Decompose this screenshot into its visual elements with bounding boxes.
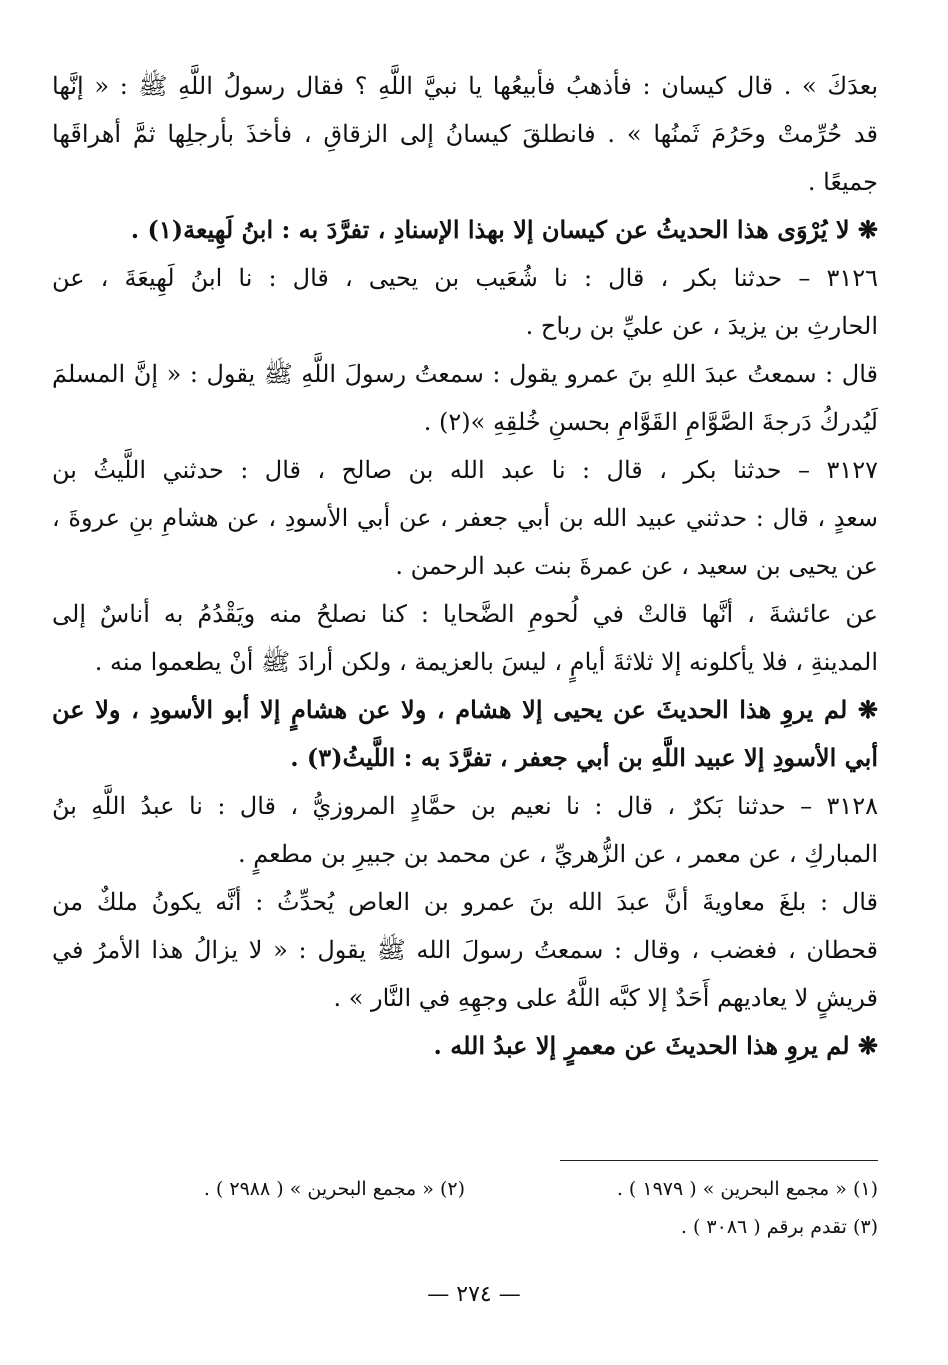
text-line: قد حُرِّمتْ وحَرُمَ ثَمنُها » . فانطلقَ كيسانُ إلى الزقاقِ ، فأخذَ بأرجلِها ثمَّ أهراقَها [52,120,878,148]
footnotes [52,1170,878,1246]
footnote-row [52,1170,878,1208]
footnote-row [52,1208,878,1246]
hadith-3127-line: ٣١٢٧ – حدثنا بكر ، قال : نا عبد الله بن صالح ، قال : حدثني اللَّيثُ بن [52,456,878,484]
text-line: عن عائشةَ ، أنَّها قالتْ في لُحومِ الضَّحايا : كنا نصلحُ منه ويَقْدُمُ به أناسٌ إلى [52,600,878,628]
page-number: — ٢٧٤ — [427,1282,521,1307]
main-text [52,62,878,1070]
commentary-line: ❋ لم يروِ هذا الحديثَ عن معمرٍ إلا عبدُ الله . [433,1031,878,1060]
text-line: قال : سمعتُ عبدَ اللهِ بنَ عمرو يقول : سمعتُ رسولَ اللَّهِ ﷺ يقول : « إنَّ المسلمَ [52,360,878,388]
footnote-divider [560,1160,878,1161]
footnote-1: (١) « مجمع البحرين » ( ١٩٧٩ ) . [616,1178,878,1200]
commentary-line: ❋ لم يروِ هذا الحديثَ عن يحيى إلا هشام ، ولا عن هشامٍ إلا أبو الأسودِ ، ولا عن [52,695,878,724]
text-line: جميعًا . [807,168,878,196]
footnote-2: (٢) « مجمع البحرين » ( ٢٩٨٨ ) . [203,1178,465,1200]
text-line: الحارثِ بن يزيدَ ، عن عليِّ بن رباح . [525,312,878,340]
text-line: لَيُدركُ دَرجةَ الصَّوَّامِ القَوَّامِ بحسنِ خُلقِهِ »(٢) . [423,408,878,436]
text-line: قال : بلغَ معاويةَ أنَّ عبدَ الله بنَ عمرو بن العاص يُحدِّثُ : أنَّه يكونُ ملكٌ من [52,888,878,916]
text-line: عن يحيى بن سعيد ، عن عمرةَ بنت عبد الرحمن . [395,552,878,580]
commentary-line: ❋ لا يُرْوَى هذا الحديثُ عن كيسان إلا بهذا الإسنادِ ، تفرَّدَ به : ابنُ لَهِيعة(١) . [130,215,878,244]
text-line: قحطان ، فغضب ، وقال : سمعتُ رسولَ الله ﷺ يقول : « لا يزالُ هذا الأمرُ في [52,936,878,964]
text-line: المدينةِ ، فلا يأكلونه إلا ثلاثةَ أيامٍ ، ليسَ بالعزيمة ، ولكن أرادَ ﷺ أنْ يطعموا منه . [94,648,878,676]
footnote-3: (٣) تقدم برقم ( ٣٠٨٦ ) . [680,1216,878,1238]
hadith-3128-line: ٣١٢٨ – حدثنا بَكرٌ ، قال : نا نعيم بن حمَّادٍ المروزيُّ ، قال : نا عبدُ اللَّهِ بنُ [52,792,878,820]
text-line: المباركِ ، عن معمر ، عن الزُّهريِّ ، عن محمد بن جبيرِ بن مطعمٍ . [237,840,878,868]
text-line: سعدٍ ، قال : حدثني عبيد الله بن أبي جعفر ، عن أبي الأسودِ ، عن هشامِ بنِ عروةَ ، [52,504,878,532]
text-line: بعدَكَ » . قال كيسان : فأذهبُ فأبيعُها يا نبيَّ اللَّهِ ؟ فقال رسولُ اللَّهِ ﷺ : « إنَّها [52,72,878,100]
text-line: قريشٍ لا يعاديهم أَحَدٌ إلا كبَّه اللَّهُ على وجهِهِ في النَّار » . [333,984,878,1012]
commentary-line: أبي الأسودِ إلا عبيد اللَّهِ بن أبي جعفر ، تفرَّدَ به : اللَّيثُ(٣) . [290,743,878,772]
hadith-3126-line: ٣١٢٦ – حدثنا بكر ، قال : نا شُعَيب بن يحيى ، قال : نا ابنُ لَهِيعَةَ ، عن [52,264,878,292]
